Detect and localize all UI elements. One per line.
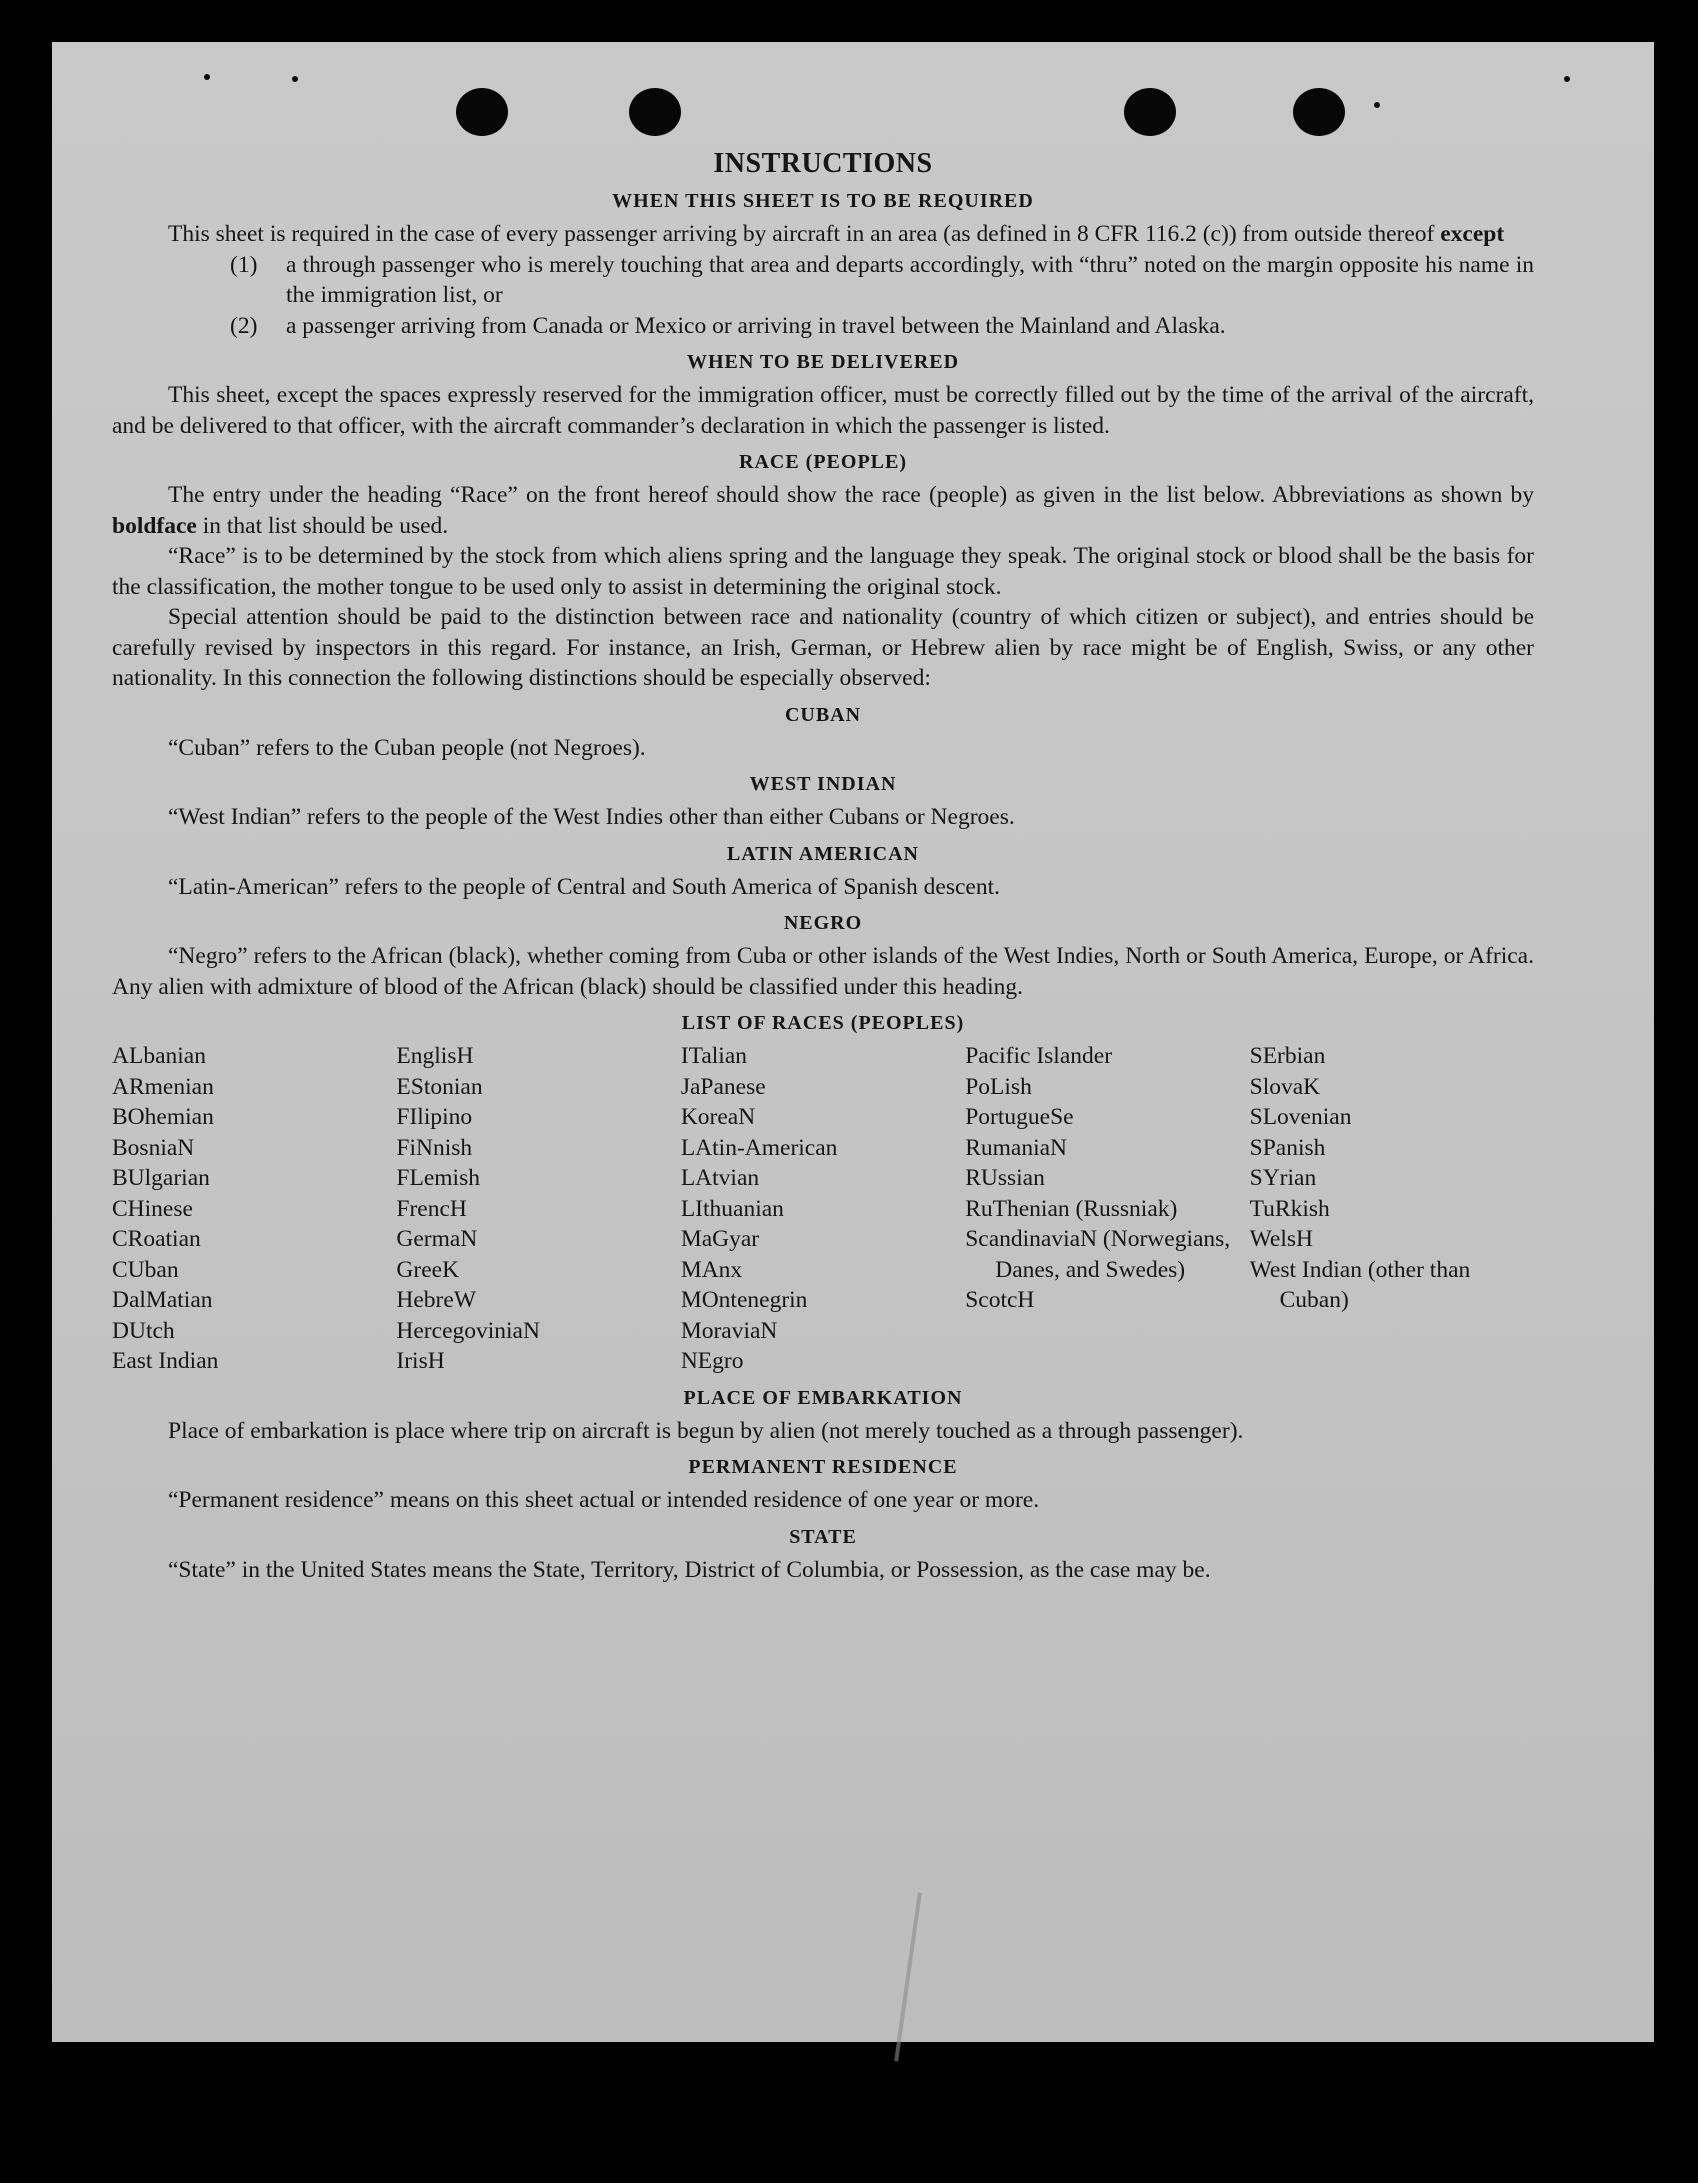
races-column-2 [396, 1041, 680, 1377]
race-entry: DalMatian [112, 1287, 213, 1313]
race-entry: IrisH [396, 1348, 445, 1374]
punch-hole [456, 88, 508, 136]
races-column-1 [112, 1041, 396, 1377]
speck [1564, 76, 1570, 82]
race-entry: CRoatian [112, 1226, 201, 1252]
race-entry: Pacific Islander [965, 1043, 1113, 1069]
race-entry: SYrian [1249, 1165, 1317, 1191]
exception-item-1: (1) a through passenger who is merely touching that area and departs accordingly, with “thru” noted on the margin opposite his name in the immigration list, or [230, 251, 1534, 308]
race-entry: BOhemian [112, 1104, 214, 1130]
race-entry: RUssian [965, 1165, 1045, 1191]
paragraph-when-required: This sheet is required in the case of every passenger arriving by aircraft in an area (as defined in 8 CFR 116.2 (c)) from outside thereof except [168, 221, 1505, 247]
race-entry: TuRkish [1249, 1195, 1330, 1222]
race-entry: FiNnish [396, 1134, 473, 1161]
race-entry: MaGyar [680, 1226, 760, 1252]
race-entry: FLemish [396, 1165, 480, 1191]
paragraph-when-delivered: This sheet, except the spaces expressly reserved for the immigration officer, must be correctly filled out by the time of the arrival of the aircraft, and be delivered to that officer, with the aircraft commander’s declaration in which the passenger is listed. [112, 382, 1534, 439]
race-entry: East Indian [112, 1348, 219, 1374]
race-entry: KoreaN [680, 1104, 756, 1130]
race-entry: ScandinaviaN (Norwegians, Danes, and Swedes) [965, 1226, 1231, 1283]
paragraph-embarkation: Place of embarkation is place where trip on aircraft is begun by alien (not merely touched as a through passenger). [168, 1417, 1244, 1444]
race-entry: FrencH [396, 1195, 467, 1222]
race-entry: LIthuanian [680, 1195, 784, 1222]
paper-crease [894, 1893, 922, 2062]
race-entry: PortugueSe [965, 1104, 1074, 1130]
races-column-4 [965, 1041, 1249, 1377]
race-entry: CUban [112, 1256, 179, 1283]
punch-hole [629, 88, 681, 136]
race-entry: CHinese [112, 1195, 193, 1222]
races-column-5 [1250, 1041, 1534, 1377]
punch-hole [1293, 88, 1345, 136]
race-entry: ARmenian [112, 1073, 214, 1100]
race-entry: HercegoviniaN [396, 1317, 540, 1344]
race-entry: HebreW [396, 1287, 476, 1313]
race-entry: BosniaN [112, 1134, 195, 1161]
race-entry: RuThenian (Russniak) [965, 1195, 1178, 1222]
page-title: INSTRUCTIONS [713, 148, 933, 179]
race-entry: SPanish [1249, 1134, 1326, 1161]
paragraph-permanent-residence: “Permanent residence” means on this sheet actual or intended residence of one year or more. [168, 1487, 1040, 1513]
races-column-3 [681, 1041, 965, 1377]
paragraph-latin-american: “Latin-American” refers to the people of Central and South America of Spanish descent. [168, 873, 1001, 900]
speck [1374, 102, 1380, 108]
heading-race: RACE (PEOPLE) [739, 451, 907, 473]
heading-cuban: CUBAN [784, 703, 862, 726]
heading-embarkation: PLACE OF EMBARKATION [683, 1386, 963, 1409]
paragraph-state: “State” in the United States means the State, Territory, District of Columbia, or Possession, as the case may be. [168, 1556, 1211, 1583]
paragraph-race-1: The entry under the heading “Race” on the front hereof should show the race (people) as given in the list below. Abbreviations as shown by boldface in that list should be used. [112, 482, 1534, 539]
races-list [112, 1041, 1534, 1377]
race-entry: ScotcH [965, 1287, 1035, 1313]
race-entry: FIlipino [396, 1104, 473, 1130]
race-entry: JaPanese [680, 1073, 766, 1100]
paragraph-negro: “Negro” refers to the African (black), whether coming from Cuba or other islands of the West Indies, North or South America, Europe, or Africa. Any alien with admixture of blood of the African (black) should be classified under this heading. [112, 943, 1534, 1000]
paragraph-race-2: “Race” is to be determined by the stock from which aliens spring and the language they speak. The original stock or blood shall be the basis for the classification, the mother tongue to be used only to assist in determining the original stock. [112, 543, 1534, 600]
heading-negro: NEGRO [783, 912, 863, 934]
punch-hole [1124, 88, 1176, 136]
race-entry: NEgro [680, 1348, 744, 1374]
heading-west-indian: WEST INDIAN [749, 773, 897, 795]
paragraph-cuban: “Cuban” refers to the Cuban people (not Negroes). [168, 734, 646, 761]
race-entry: EStonian [396, 1073, 483, 1100]
race-entry: LAtin-American [680, 1134, 838, 1161]
race-entry: DUtch [112, 1317, 175, 1344]
race-entry: ALbanian [112, 1043, 206, 1069]
race-entry: GreeK [396, 1256, 460, 1283]
heading-latin-american: LATIN AMERICAN [727, 842, 919, 865]
race-entry: BUlgarian [112, 1165, 210, 1191]
instructions-body [112, 148, 1534, 1585]
race-entry: MoraviaN [680, 1317, 778, 1344]
race-entry: ITalian [680, 1043, 748, 1069]
document-page [52, 42, 1654, 2042]
race-entry: West Indian (other than Cuban) [1249, 1256, 1471, 1313]
race-entry: PoLish [965, 1073, 1032, 1100]
race-entry: RumaniaN [965, 1134, 1068, 1161]
race-entry: SlovaK [1249, 1073, 1321, 1100]
race-entry: MOntenegrin [680, 1287, 808, 1313]
race-entry: WelsH [1249, 1226, 1313, 1252]
race-entry: EnglisH [396, 1043, 474, 1069]
heading-list-of-races: LIST OF RACES (PEOPLES) [681, 1012, 965, 1034]
heading-when-delivered: WHEN TO BE DELIVERED [686, 351, 960, 373]
heading-permanent-residence: PERMANENT RESIDENCE [688, 1456, 958, 1478]
race-entry: SLovenian [1249, 1104, 1352, 1130]
exception-item-2: (2) a passenger arriving from Canada or Mexico or arriving in travel between the Mainland and Alaska. [230, 312, 1226, 339]
race-entry: SErbian [1249, 1043, 1326, 1069]
race-entry: MAnx [680, 1256, 743, 1283]
paragraph-race-3: Special attention should be paid to the distinction between race and nationality (country of which citizen or subject), and entries should be carefully revised by inspectors in this regard. For instance, an Irish, German, or Hebrew alien by race might be of English, Swiss, or any other nationality. In this connection the following distinctions should be especially observed: [112, 604, 1534, 691]
race-entry: LAtvian [680, 1165, 760, 1191]
speck [204, 74, 210, 80]
race-entry: GermaN [396, 1226, 478, 1252]
speck [292, 76, 298, 82]
heading-state: STATE [789, 1525, 857, 1548]
paragraph-west-indian: “West Indian” refers to the people of the West Indies other than either Cubans or Negroes. [168, 804, 1015, 830]
heading-when-required: WHEN THIS SHEET IS TO BE REQUIRED [612, 190, 1034, 212]
